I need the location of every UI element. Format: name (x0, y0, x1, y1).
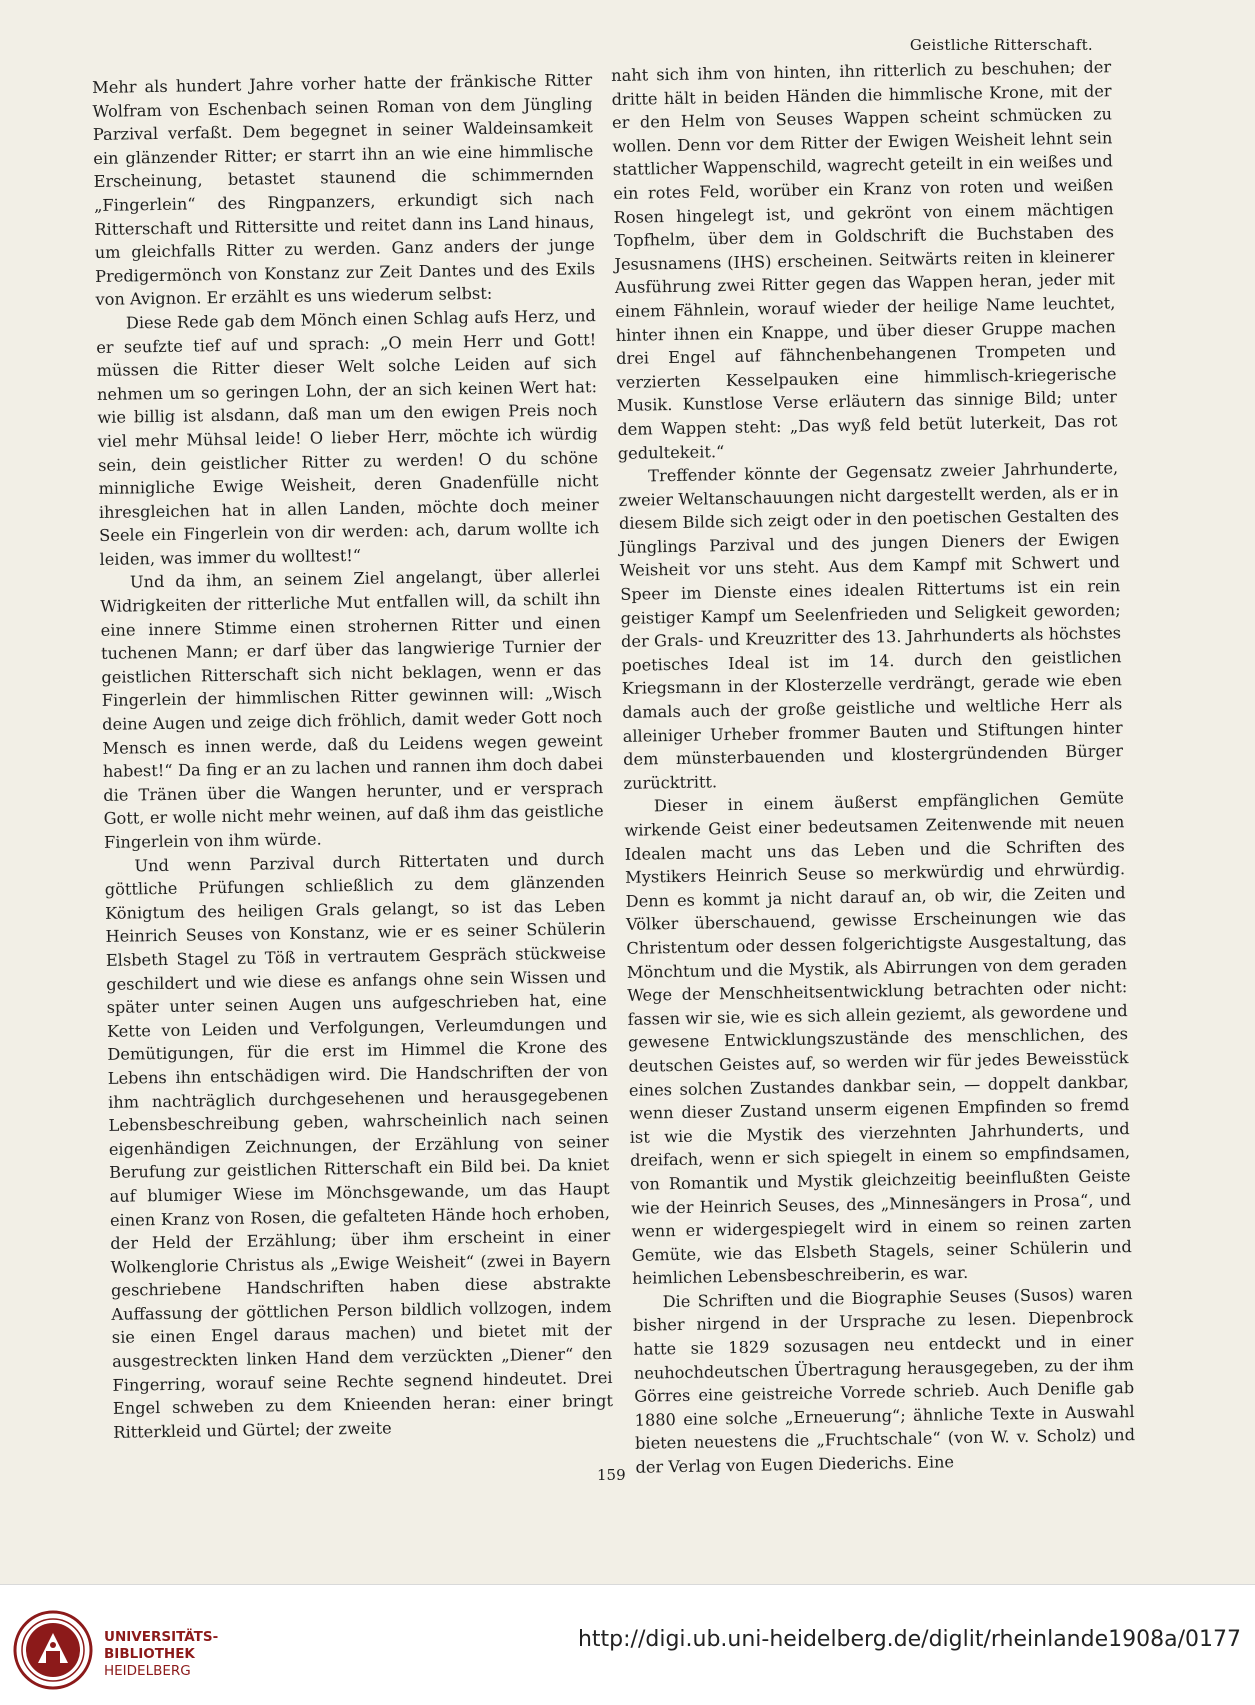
paragraph: naht sich ihm von hinten, ihn ritterlich zu beschuhen; der dritte hält in beiden Händen die himmlische Krone, mit der er den Helm von Seuses Wappen scheint schmücken zu wollen. Denn vor dem Ritter der Ewigen Weisheit lehnt sein stattlicher Wappenschild, wagrecht geteilt in ein weißes und ein rotes Feld, worüber ein Kranz von roten und weißen Rosen hingelegt ist, und gekrönt von einem mächtigen Topfhelm, über dem in Goldschrift die Buchstaben des Jesusnamens (IHS) erscheinen. Seitwärts reiten in kleinerer Ausführung zwei Ritter gegen das Wappen heran, jeder mit einem Fähnlein, worauf wieder der heilige Name leuchtet, hinter ihnen ein Knappe, und über dieser Gruppe machen drei Engel auf fähnchenbehangenen Trompeten und verzierten Kesselpauken eine himmlisch-kriegerische Musik. Kunstlose Verse erläutern das sinnige Bild; unter dem Wappen steht: „Das wyß feld betüt luterkeit, Das rot gedultekeit.“ (611, 57, 1118, 463)
paragraph: Die Schriften und die Biographie Seuses (Susos) waren bisher nirgend in der Ursprache zu lesen. Diepenbrock hatte sie 1829 sozusagen neu entdeckt und in einer neuhochdeutschen Übertragung herausgegeben, zu der ihm Görres eine geistreiche Vorrede schrieb. Auch Denifle gab 1880 eine solche „Erneuerung“; ähnliche Texte in Auswahl bieten neuestens die „Fruchtschale“ (von W. v. Scholz) und der Verlag von Eugen Diederichs. Eine (632, 1283, 1136, 1477)
paragraph: Mehr als hundert Jahre vorher hatte der fränkische Ritter Wolfram von Eschenbach seinen Roman von dem Jüngling Parzival verfaßt. Dem begegnet in seiner Waldeinsamkeit ein glänzender Ritter; er starrt ihn an wie eine himmlische Erscheinung, betastet staunend die schimmernden „Fingerlein“ des Ringpanzers, erkundigt sich nach Ritterschaft und Rittersitte und reitet dann ins Land hinaus, um gleichfalls Ritter zu werden. Ganz anders der junge Predigermönch von Konstanz zur Zeit Dantes und des Exils von Avignon. Er erzählt es uns wiederum selbst: (92, 70, 596, 310)
library-line: HEIDELBERG (104, 1663, 191, 1679)
running-head: Geistliche Ritterschaft. (909, 36, 1093, 54)
left-column (92, 68, 613, 1444)
library-line: UNIVERSITÄTS- (104, 1629, 219, 1645)
right-column (611, 55, 1136, 1479)
paragraph: Diese Rede gab dem Mönch einen Schlag aufs Herz, und er seufzte tief auf und sprach: „O mein Herr und Gott! müssen die Ritter dieser Welt solche Leiden auf sich nehmen um so geringen Lohn, der an sich keinen Wert hat: wie billig ist alsdann, daß man um den ewigen Preis noch viel mehr Mühsal leide! O lieber Herr, möchte ich würdig sein, dein geistlicher Ritter zu werden! O du schöne minnigliche Ewige Weisheit, deren Gnadenfülle nicht ihresgleichen hat in allen Landen, möchte doch meiner Seele ein Fingerlein von dir werden: ach, darum wollte ich leiden, was immer du wolltest!“ (96, 306, 600, 569)
paragraph: Und wenn Parzival durch Rittertaten und durch göttliche Prüfungen schließlich zu dem glänzenden Königtum des heiligen Grals gelangt, so ist das Leben Heinrich Seuses von Konstanz, wie er es seiner Schülerin Elsbeth Stagel zu Töß in vertrautem Gespräch stückweise geschildert und wie diese es anfangs ohne sein Wissen und später unter seinen Augen uns aufgeschrieben hat, eine Kette von Leiden und Verfolgungen, Verleumdungen und Demütigungen, für die erst im Himmel die Krone des Lebens ihn entschädigen wird. Die Handschriften der von ihm nachträglich durchgesehenen und herausgegebenen Lebensbeschreibung geben, wahrscheinlich nach seinen eigenhändigen Zeichnungen, der Erzählung von seiner Berufung zur geistlichen Ritterschaft ein Bild bei. Da kniet auf blumiger Wiese im Mönchsgewande, um das Haupt einen Kranz von Rosen, die gefalteten Hände hoch erhoben, der Held der Erzählung; über ihm erscheint in einer Wolkenglorie Christus als „Ewige Weisheit“ (zwei in Bayern geschriebene Handschriften haben diese abstrakte Auffassung der göttlichen Person bildlich vollzogen, indem sie einen Engel daraus machen) und bietet mit der ausgestreckten linken Hand dem verzückten „Diener“ den Fingerring, worauf seine Rechte segnend hindeutet. Drei Engel schweben zu dem Knieenden heran: einer bringt Ritterkleid und Gürtel; der zweite (104, 848, 614, 1442)
paragraph: Treffender könnte der Gegensatz zweier Jahrhunderte, zweier Weltanschauungen nicht dargestellt werden, als er in diesem Bilde sich zeigt oder in den poetischen Gestalten des Jünglings Parzival und des jungen Dieners der Ewigen Weisheit vor uns steht. Aus dem Kampf mit Schwert und Speer im Dienste eines idealen Rittertums ist ein rein geistiger Kampf um Seelenfrieden und Seligkeit geworden; der Grals- und Kreuzritter des 13. Jahrhunderts als höchstes poetisches Ideal ist im 14. durch den geistlichen Kriegsmann in der Klosterzelle verdrängt, gerade wie eben damals auch der große geistliche und weltliche Herr als alleiniger Urheber frommer Bauten und Stiftungen hinter dem münsterbauenden und klostergründenden Bürger zurücktritt. (618, 458, 1124, 793)
library-name (104, 1629, 218, 1680)
library-line: BIBLIOTHEK (104, 1646, 195, 1662)
source-url[interactable]: http://digi.ub.uni-heidelberg.de/diglit/rheinlande1908a/0177 (577, 1627, 1241, 1652)
footer-bar (0, 1584, 1255, 1705)
paragraph: Und da ihm, an seinem Ziel angelangt, über allerlei Widrigkeiten der ritterliche Mut entfallen will, da schilt ihn eine innere Stimme einen strohernen Ritter und einen tuchenen Mann; er darf über das langwierige Turnier der geistlichen Ritterschaft sich nicht beklagen, wenn er das Fingerlein der himmlischen Ritter gewinnen will: „Wisch deine Augen und zeige dich fröhlich, damit weder Gott noch Mensch es innen werde, daß du Leidens wegen geweint habest!“ Da fing er an zu lachen und rannen ihm doch dabei die Tränen über die Wangen herunter, und er versprach Gott, er wolle nicht mehr weinen, auf daß ihm das geistliche Fingerlein von ihm würde. (100, 565, 604, 852)
university-seal-icon (12, 1609, 94, 1691)
page-number: 159 (597, 1466, 626, 1484)
paragraph: Dieser in einem äußerst empfänglichen Gemüte wirkende Geist einer bedeutsamen Zeitenwende mit neuen Idealen macht uns das Leben und die Schriften des Mystikers Heinrich Seuse so merkwürdig und ehrwürdig. Denn es kommt ja nicht darauf an, ob wir, die Zeiten und Völker überschauend, gewisse Erscheinungen wie das Christentum oder dessen folgerichtigste Ausgestaltung, das Mönchtum und die Mystik, als Abirrungen von dem geraden Wege der Menschheitsentwicklung betrachten oder nicht: fassen wir sie, wie es sich allein geziemt, als gewordene und gewesene Entwicklungszustände des menschlichen, des deutschen Geistes auf, so werden wir für jedes Beweisstück eines solchen Zustandes dankbar sein, — doppelt dankbar, wenn dieser Zustand unserm eigenen Empfinden so fremd ist wie die Mystik des vierzehnten Jahrhunderts, und dreifach, wenn er sich spiegelt in einem so empfindsamen, von Romantik und Mystik gleichzeitig beeinflußten Geiste wie der Heinrich Seuses, des „Minnesängers in Prosa“, und wenn er widergespiegelt wird in einem so reinen zarten Gemüte, wie das Elsbeth Stagels, seiner Schülerin und heimlichen Lebensbeschreiberin, es war. (624, 788, 1132, 1289)
